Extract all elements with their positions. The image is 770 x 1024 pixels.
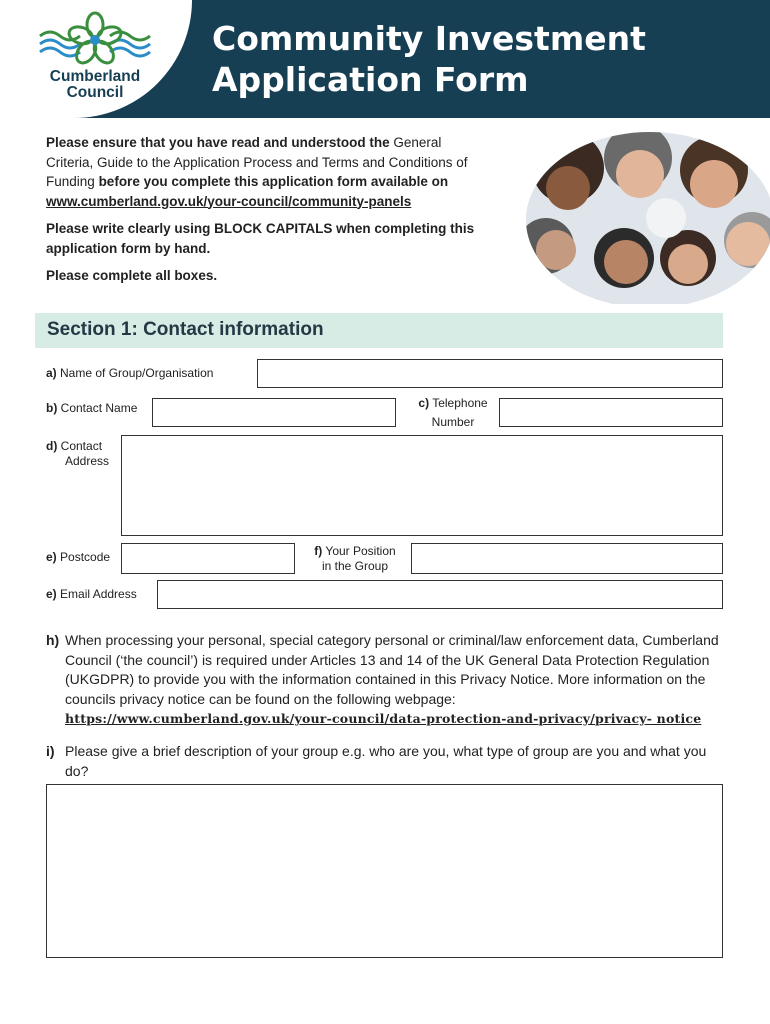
field-email-letter: e) <box>46 587 57 601</box>
field-c-text-2: Number <box>431 415 475 429</box>
field-d-text-2: Address <box>65 454 110 468</box>
privacy-notice-text <box>65 631 725 729</box>
field-e-text: Postcode <box>60 550 111 564</box>
field-f-letter: f) <box>314 544 323 558</box>
intro-p1-bold: Please ensure that you have read and understood the <box>46 135 390 150</box>
field-a-label <box>46 366 213 381</box>
field-email-label <box>46 587 137 602</box>
field-e-letter: e) <box>46 550 57 564</box>
field-c-text-1: Telephone <box>432 396 488 410</box>
privacy-letter-text: h) <box>46 632 60 648</box>
intro-text <box>46 133 488 294</box>
field-b-label <box>46 401 137 416</box>
telephone-input[interactable] <box>499 398 723 427</box>
field-a-letter: a) <box>46 366 57 380</box>
field-f-text-1: Your Position <box>325 544 396 558</box>
contact-address-input[interactable] <box>121 435 723 536</box>
description-question: Please give a brief description of your group e.g. who are you, what type of group are you and what you do? <box>65 743 707 779</box>
field-b-text: Contact Name <box>60 401 138 415</box>
contact-name-input[interactable] <box>152 398 396 427</box>
logo-line-1: Cumberland <box>49 68 141 85</box>
group-description-input[interactable] <box>46 784 723 958</box>
privacy-notice-link[interactable]: https://www.cumberland.gov.uk/your-council/data-protection-and-privacy/privacy- notice <box>65 711 702 726</box>
intro-p3-text: Please complete all boxes. <box>46 268 218 283</box>
field-c-label <box>410 394 496 432</box>
field-c-letter: c) <box>418 396 430 410</box>
position-input[interactable] <box>411 543 723 574</box>
intro-p2-text: Please write clearly using BLOCK CAPITALS when completing this application form by hand. <box>46 221 475 256</box>
group-name-input[interactable] <box>257 359 723 388</box>
intro-paragraph-2 <box>46 219 488 258</box>
privacy-body: When processing your personal, special category personal or criminal/law enforcement data, Cumberland Council (‘the council’) is required under Articles 13 and 14 of the UK General Data Protection Regulation (UKGDPR) to provide you with the information contained in this Privacy Notice. More information on the councils privacy notice can be found on the following webpage: <box>65 632 719 707</box>
group-photo-image <box>516 128 770 304</box>
field-f-text-2: in the Group <box>321 559 389 573</box>
intro-p1-normal: General Criteria, Guide to the Application Process and Terms and Conditions of Funding <box>46 135 468 189</box>
section-1-header <box>35 313 723 348</box>
field-email-text: Email Address <box>60 587 137 601</box>
intro-paragraph-1 <box>46 133 488 211</box>
field-f-label <box>302 544 408 574</box>
section-1-title: Section 1: Contact information <box>47 319 324 340</box>
field-b-letter: b) <box>46 401 58 415</box>
description-letter-text: i) <box>46 743 55 759</box>
page-title <box>212 18 752 100</box>
title-line-2: Application Form <box>212 60 529 99</box>
title-line-1: Community Investment <box>212 19 646 58</box>
intro-p1-bold2: before you complete this application form available on <box>98 174 449 189</box>
field-d-letter: d) <box>46 439 58 453</box>
intro-paragraph-3 <box>46 266 488 286</box>
field-e-label <box>46 550 110 565</box>
logo-text <box>36 69 154 101</box>
logo-line-2: Council <box>66 84 124 101</box>
field-d-text-1: Contact <box>60 439 103 453</box>
field-a-text: Name of Group/Organisation <box>60 366 214 380</box>
community-panels-link[interactable]: www.cumberland.gov.uk/your-council/community-panels <box>46 193 412 209</box>
cumberland-flower-logo-icon <box>36 10 154 72</box>
field-d-label <box>46 439 109 469</box>
postcode-input[interactable] <box>121 543 295 574</box>
email-input[interactable] <box>157 580 723 609</box>
